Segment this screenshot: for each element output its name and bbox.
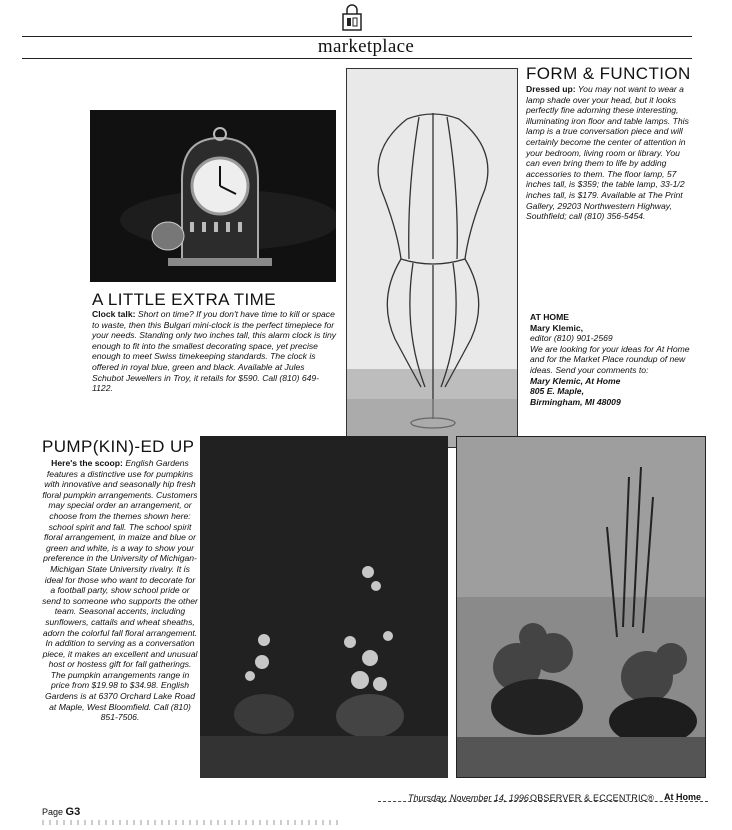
- form-function-headline: FORM & FUNCTION: [526, 64, 691, 83]
- editor-name: Mary Klemic,: [530, 322, 584, 333]
- pumpkin-lead: Here's the scoop:: [51, 458, 123, 468]
- form-function-lead: Dressed up:: [526, 84, 576, 94]
- form-function-body: [526, 84, 692, 222]
- form-function-text: You may not want to wear a lamp shade over your head, but it looks perfectly fine adorning these interesting, illuminating iron floor and table lamps. This lamp is a true conversation piece and will certainly become the center of attention in your bedroom, living room or library. You can even bring them to life by adding accessories to them. The floor lamp, 57 inches tall, is $359; the table lamp, 33-1/2 inches tall, is $179. Available at The Print Gallery, 29203 Northwestern Highway, Southfield; call (810) 356-5454.: [526, 84, 689, 222]
- header-rule-bottom: [22, 58, 692, 59]
- extra-time-body: [92, 309, 338, 394]
- fall-arrangement-photo: [456, 436, 706, 778]
- scan-noise: [42, 820, 342, 825]
- address-street: 805 E. Maple,: [530, 386, 584, 397]
- pumpkin-body: [42, 458, 198, 723]
- section-name: At Home: [664, 792, 702, 802]
- newspaper-name: OBSERVER & ECCENTRIC®: [530, 793, 655, 803]
- lamp-photo: [346, 68, 518, 448]
- page-label: Page: [42, 807, 64, 817]
- extra-time-lead: Clock talk:: [92, 309, 136, 319]
- issue-date: Thursday, November 14, 1996: [408, 793, 529, 803]
- address-city: Birmingham, MI 48009: [530, 396, 621, 407]
- page-number: [42, 806, 80, 818]
- page-number-value: G3: [65, 806, 81, 818]
- pumpkin-photo: [200, 436, 448, 778]
- section-title: marketplace: [317, 36, 415, 57]
- pumpkin-headline: PUMP(KIN)-ED UP: [42, 437, 195, 456]
- clock-photo: [90, 110, 336, 282]
- extra-time-text: Short on time? If you don't have time to kill or space to waste, then this Bulgari mini-clock is the perfect timepiece for your needs. Standing only two inches tall, this alarm clock is tiny enough to fit into the smallest decorating space, yet precise enough to meet Swiss timekeeping standards. The clock is offered in royal blue, green and black. Available at Jules Schubot Jewellers in Troy, it retails for $590. Call (810) 649-1122.: [92, 309, 337, 394]
- shopping-bag-icon: [338, 4, 366, 32]
- at-home-invite: We are looking for your ideas for At Home and for the Market Place roundup of new ideas. Send your comments to:: [530, 343, 690, 375]
- pumpkin-text: English Gardens features a distinctive use for pumpkins with innovative and seasonally hip fresh floral pumpkin arrangements. Customers may special order an arrangement, or choose from the themes shown here: school spirit and fall. The school spirit floral arrangement, in maize and blue or green and white, is a way to show your preference in the University of Michigan-Michigan State University rivalry. It is ideal for those who want to decorate for a football party, show school pride or send to someone who supports the other team. Seasonal accents, including sunflowers, cattails and wheat sheaths, adorn the colorful fall floral arrangement. In addition to serving as a conversation piece, it makes an excellent and unusual host or hostess gift for fall gatherings. The pumpkin arrangements range in price from $19.98 to $34.98. English Gardens is at 6370 Orchard Lake Road at Maple, West Bloomfield. Call (810) 851-7506.: [42, 458, 198, 723]
- address-name: Mary Klemic, At Home: [530, 375, 621, 386]
- at-home-heading: AT HOME: [530, 312, 569, 322]
- editor-phone: editor (810) 901-2569: [530, 333, 613, 344]
- at-home-box: [530, 312, 700, 407]
- extra-time-headline: A LITTLE EXTRA TIME: [92, 290, 276, 309]
